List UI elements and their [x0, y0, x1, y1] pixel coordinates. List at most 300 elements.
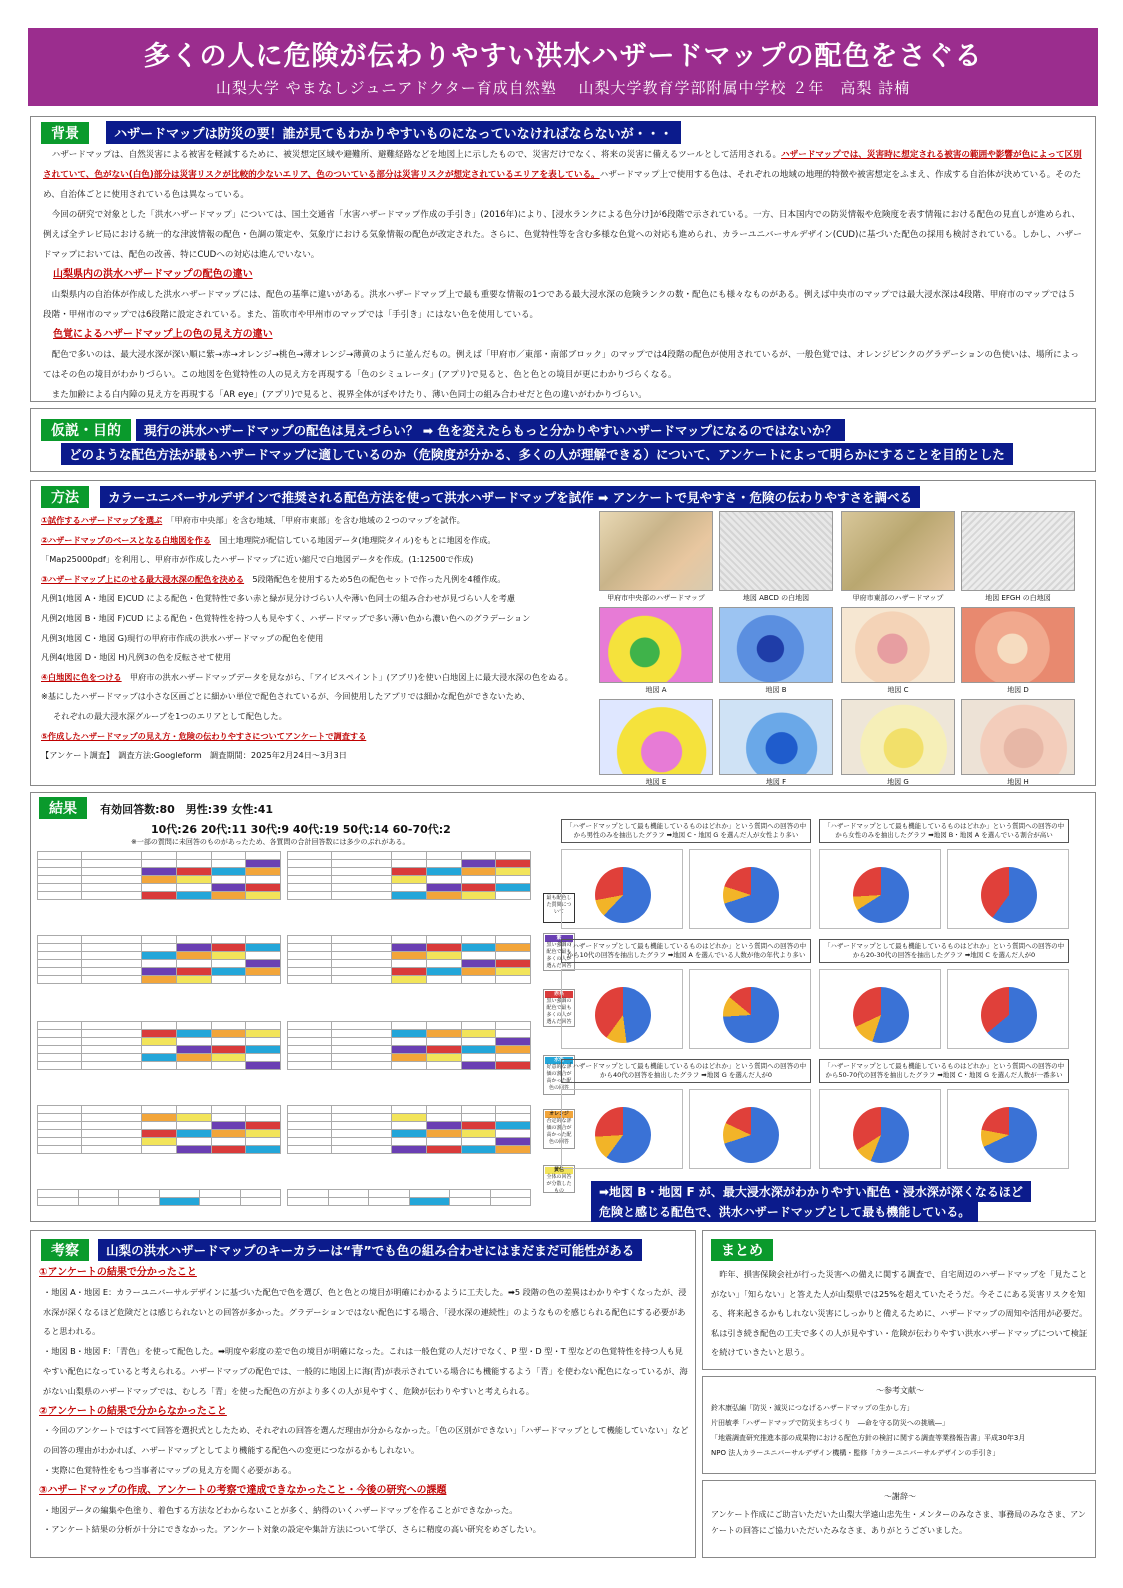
map-caption: 地図 F — [765, 778, 787, 786]
results-stats: 有効回答数:80 男性:39 女性:41 — [100, 803, 274, 816]
table-cell — [246, 1046, 281, 1054]
table-cell — [246, 976, 281, 984]
table-cell — [288, 944, 332, 952]
result-table-summary — [287, 1189, 531, 1206]
table-cell — [392, 1038, 427, 1046]
method-tag: 方法 — [41, 486, 89, 508]
table-cell — [392, 1106, 427, 1114]
table-cell — [246, 1138, 281, 1146]
table-cell — [142, 1054, 177, 1062]
table-cell — [332, 1122, 392, 1130]
table-cell — [82, 892, 142, 900]
map-caption: 地図 H — [1007, 778, 1029, 786]
table-cell — [426, 1054, 461, 1062]
table-cell — [176, 936, 211, 944]
table-cell — [496, 852, 531, 860]
method-step3-text: 5段階配色を使用するため5色の配色セットで作った凡例を4種作成。 — [252, 573, 506, 584]
table-cell — [426, 1022, 461, 1030]
table-cell — [176, 1122, 211, 1130]
table-cell — [246, 1114, 281, 1122]
discussion-p4: ・実際に色覚特性をもつ当事者にマップの見え方を聞く必要がある。 — [43, 1464, 297, 1475]
table-cell — [200, 1190, 241, 1198]
table-cell — [332, 1114, 392, 1122]
discussion-p3: ・今回のアンケートではすべて回答を選択式としたため、それぞれの回答を選んだ理由が分からなかった。「色の区別ができない」「ハザードマップとして機能していない」などの回答の理由がわかれば、ハザードマップとしてより機能する配色への変更につながるかもしれない。 — [43, 1425, 689, 1456]
table-cell — [426, 944, 461, 952]
table-cell — [450, 1190, 491, 1198]
table-cell — [392, 1030, 427, 1038]
table-cell — [496, 1130, 531, 1138]
table-cell — [246, 876, 281, 884]
table-cell — [496, 1138, 531, 1146]
table-cell — [461, 936, 496, 944]
result-table — [37, 851, 281, 900]
map-thumbnail — [599, 607, 713, 683]
table-cell — [288, 884, 332, 892]
table-cell — [38, 1122, 82, 1130]
table-cell — [246, 1062, 281, 1070]
table-cell — [461, 1122, 496, 1130]
method-lead: カラーユニバーサルデザインで推奨される配色方法を使って洪水ハザードマップを試作 ➡ アンケートで見やすさ・危険の伝わりやすさを調べる — [100, 486, 920, 508]
pie-question: 「ハザードマップとして最も機能しているものはどれか」という質問への回答の中から10代の回答を抽出したグラフ ➡地図 A を選んでいる人数が他の年代より多い — [561, 939, 811, 963]
table-cell — [82, 1130, 142, 1138]
table-cell — [211, 884, 246, 892]
table-cell — [426, 952, 461, 960]
table-cell — [82, 1030, 142, 1038]
legend-desc: 好意的な評価の割合が高かった配色の回答 — [546, 1064, 572, 1091]
table-cell — [142, 1138, 177, 1146]
summary-text: 昨年、損害保険会社が行った災害への備えに関する調査で、自宅周辺のハザードマップを「見たことがない」「知らない」と答えた人が山梨県では25%を超えていたそうだ。今そこにある災害リスクを知る、将来起きるかもしれない災害にしっかりと備えるために、ハザードマップの周知や活用が必要だ。私は引き続き配色の工夫で多くの人が見やすい・危険が伝わりやすい洪水ハザードマップについて検証を続けていきたいと思う。 — [711, 1269, 1088, 1357]
result-table — [287, 851, 531, 900]
table-cell — [119, 1190, 160, 1198]
table-cell — [211, 876, 246, 884]
table-cell — [82, 976, 142, 984]
pie-chart — [853, 987, 909, 1043]
table-cell — [496, 876, 531, 884]
table-cell — [461, 1106, 496, 1114]
table-cell — [142, 976, 177, 984]
discussion-section — [30, 1230, 696, 1558]
table-cell — [38, 868, 82, 876]
table-cell — [332, 884, 392, 892]
table-cell — [176, 1054, 211, 1062]
method-step2-b: 「Map25000pdf」を利用し、甲府市が作成したハザードマップに近い縮尺で白地図データを作成。(1:12500で作成) — [41, 554, 474, 565]
pie-chart — [853, 867, 909, 923]
table-cell — [38, 876, 82, 884]
table-cell — [461, 1146, 496, 1154]
table-cell — [246, 868, 281, 876]
discussion-tag: 考察 — [41, 1239, 89, 1261]
table-cell — [38, 960, 82, 968]
table-cell — [82, 952, 142, 960]
table-cell — [38, 1130, 82, 1138]
table-cell — [426, 936, 461, 944]
poster-subtitle: 山梨大学 やまなしジュニアドクター育成自然塾 山梨大学教育学部附属中学校 ２年 高梨 詩楠 — [215, 79, 911, 97]
table-cell — [176, 1046, 211, 1054]
table-cell — [176, 944, 211, 952]
table-cell — [496, 1046, 531, 1054]
table-cell — [288, 1054, 332, 1062]
result-table — [37, 1021, 281, 1070]
table-cell — [82, 1122, 142, 1130]
table-cell — [38, 936, 82, 944]
table-cell — [246, 960, 281, 968]
table-cell — [461, 1114, 496, 1122]
method-section — [30, 480, 1096, 786]
legend-desc: 否定的な評価の割合が高かった配色の回答 — [546, 1118, 572, 1145]
background-p1-red: ハザードマップでは、災害時に想定される被害の範囲や影響が色によって区別されていて、色がない(白色)部分は災害リスクが比較的少ないエリア、色のついている部分は災害リスクが想定されているエリアを表している。 — [43, 150, 1082, 180]
map-thumbnail — [961, 511, 1075, 591]
table-cell — [332, 852, 392, 860]
table-cell — [426, 1114, 461, 1122]
table-cell — [176, 876, 211, 884]
pie-chart — [723, 987, 779, 1043]
table-cell — [246, 1022, 281, 1030]
table-cell — [288, 868, 332, 876]
reference-item: 片田敏孝「ハザードマップで防災まちづくり ―命を守る防災への挑戦―」 — [711, 1419, 949, 1427]
table-cell — [211, 1130, 246, 1138]
map-thumbnail — [961, 607, 1075, 683]
table-cell — [461, 1062, 496, 1070]
table-cell — [392, 876, 427, 884]
table-cell — [142, 876, 177, 884]
pie-question: 「ハザードマップとして最も機能しているものはどれか」という質問への回答の中から女性のみを抽出したグラフ ➡地図 B・地図 A を選んでいる割合が高い — [819, 819, 1069, 843]
table-cell — [392, 1114, 427, 1122]
table-cell — [176, 952, 211, 960]
table-cell — [82, 1054, 142, 1062]
table-cell — [426, 1038, 461, 1046]
table-cell — [332, 968, 392, 976]
table-cell — [246, 852, 281, 860]
table-cell — [392, 1046, 427, 1054]
method-survey: 【アンケート調査】 調査方法:Googleform 調査期間：2025年2月24日～3月3日 — [41, 750, 347, 761]
table-cell — [246, 944, 281, 952]
hypothesis-line1: 現行の洪水ハザードマップの配色は見えづらい？ ➡ 色を変えたらもっと分かりやすいハザードマップになるのではないか？ — [136, 419, 845, 441]
table-cell — [82, 860, 142, 868]
table-cell — [82, 1106, 142, 1114]
table-cell — [176, 1130, 211, 1138]
table-cell — [38, 1198, 79, 1206]
references-title: ～参考文献～ — [876, 1386, 924, 1395]
legend-label: 黄色 — [545, 1167, 573, 1174]
table-cell — [288, 1062, 332, 1070]
map-caption: 甲府市中央部のハザードマップ — [607, 594, 705, 602]
table-cell — [211, 1138, 246, 1146]
table-cell — [82, 876, 142, 884]
table-cell — [176, 1062, 211, 1070]
table-cell — [176, 1038, 211, 1046]
table-cell — [392, 1138, 427, 1146]
table-cell — [426, 892, 461, 900]
table-cell — [496, 884, 531, 892]
table-cell — [392, 1062, 427, 1070]
table-cell — [392, 952, 427, 960]
table-cell — [496, 892, 531, 900]
table-cell — [246, 1038, 281, 1046]
table-cell — [142, 884, 177, 892]
table-cell — [142, 960, 177, 968]
table-cell — [461, 1038, 496, 1046]
map-caption: 地図 D — [1007, 686, 1029, 694]
table-cell — [496, 976, 531, 984]
poster-title: 多くの人に危険が伝わりやすい洪水ハザードマップの配色をさぐる — [143, 41, 983, 72]
table-cell — [142, 1030, 177, 1038]
method-step2: ②ハザードマップのベースとなる白地図を作る — [41, 534, 211, 545]
table-cell — [288, 1190, 329, 1198]
table-cell — [288, 976, 332, 984]
map-thumbnail — [961, 699, 1075, 775]
table-cell — [426, 860, 461, 868]
table-cell — [211, 868, 246, 876]
result-table — [37, 1105, 281, 1154]
table-cell — [288, 1130, 332, 1138]
table-cell — [288, 1198, 329, 1206]
legend-desc: 全体の回答が分散したもの — [546, 1174, 572, 1194]
table-cell — [78, 1198, 119, 1206]
table-cell — [38, 1114, 82, 1122]
table-cell — [246, 968, 281, 976]
results-conclusion-2: 危険と感じる配色で、洪水ハザードマップとして最も機能している。 — [591, 1201, 978, 1222]
table-cell — [211, 892, 246, 900]
reference-item: 「地震調査研究推進本部の成果物における配色方針の検討に関する調査等業務報告書」平成30年3月 — [711, 1434, 1026, 1442]
table-cell — [38, 1054, 82, 1062]
table-cell — [211, 1146, 246, 1154]
table-cell — [288, 1114, 332, 1122]
map-caption: 地図 C — [887, 686, 909, 694]
table-cell — [461, 1030, 496, 1038]
table-cell — [288, 1106, 332, 1114]
table-cell — [142, 1114, 177, 1122]
results-section — [30, 792, 1096, 1222]
table-cell — [392, 1022, 427, 1030]
table-cell — [426, 876, 461, 884]
pie-chart — [595, 987, 651, 1043]
map-thumbnail — [599, 699, 713, 775]
table-cell — [332, 960, 392, 968]
table-cell — [176, 1022, 211, 1030]
table-cell — [246, 952, 281, 960]
result-table — [287, 1105, 531, 1154]
reference-item: NPO 法人カラーユニバーサルデザイン機構・監修「カラーユニバーサルデザインの手引き」 — [711, 1449, 1000, 1457]
table-cell — [82, 1022, 142, 1030]
table-cell — [288, 1038, 332, 1046]
table-cell — [392, 884, 427, 892]
table-cell — [392, 1146, 427, 1154]
table-cell — [288, 1046, 332, 1054]
table-cell — [211, 1114, 246, 1122]
table-cell — [461, 960, 496, 968]
table-cell — [246, 860, 281, 868]
map-caption: 地図 G — [887, 778, 909, 786]
table-cell — [426, 1030, 461, 1038]
discussion-p6: ・アンケート結果の分析が十分にできなかった。アンケート対象の設定や集計方法について学び、さらに精度の高い研究をめざしたい。 — [43, 1524, 541, 1535]
table-cell — [142, 1106, 177, 1114]
table-cell — [496, 860, 531, 868]
result-table — [287, 935, 531, 984]
table-cell — [176, 1146, 211, 1154]
table-cell — [328, 1190, 369, 1198]
table-cell — [142, 868, 177, 876]
table-cell — [332, 944, 392, 952]
summary-tag: まとめ — [711, 1239, 773, 1261]
table-cell — [496, 1114, 531, 1122]
table-cell — [211, 952, 246, 960]
map-thumbnail — [719, 699, 833, 775]
table-cell — [496, 1146, 531, 1154]
background-p5: また加齢による白内障の見え方を再現する「AR eye」(アプリ)で見ると、視界全体がぼやけたり、薄い色同士の組み合わせだと色の違いがわかりづらい。 — [51, 390, 647, 400]
poster-header — [28, 28, 1098, 106]
table-cell — [38, 976, 82, 984]
table-cell — [176, 892, 211, 900]
table-cell — [369, 1190, 410, 1198]
table-cell — [211, 968, 246, 976]
table-cell — [288, 892, 332, 900]
table-cell — [496, 952, 531, 960]
table-cell — [176, 976, 211, 984]
pie-question: 「ハザードマップとして最も機能しているものはどれか」という質問への回答の中から40代の回答を抽出したグラフ ➡地図 G を選んだ人が0 — [561, 1059, 811, 1083]
table-cell — [461, 976, 496, 984]
result-table — [287, 1021, 531, 1070]
results-conclusion-1: ➡地図 B・地図 F が、最大浸水深がわかりやすい配色・浸水深が深くなるほど — [591, 1181, 1031, 1202]
map-caption: 甲府市東部のハザードマップ — [852, 594, 944, 602]
table-cell — [38, 944, 82, 952]
table-cell — [409, 1190, 450, 1198]
legend-label: 水色 — [545, 1057, 573, 1064]
table-cell — [211, 860, 246, 868]
table-cell — [246, 936, 281, 944]
table-cell — [82, 1138, 142, 1146]
table-cell — [211, 1046, 246, 1054]
table-cell — [38, 892, 82, 900]
legend-desc: 黒い強調の配色で最も多くの人が選んだ回答 — [546, 942, 572, 969]
table-cell — [496, 1122, 531, 1130]
table-cell — [142, 968, 177, 976]
results-tag: 結果 — [39, 797, 87, 819]
table-cell — [461, 1046, 496, 1054]
table-cell — [392, 936, 427, 944]
table-cell — [288, 1122, 332, 1130]
table-cell — [332, 860, 392, 868]
table-cell — [496, 1062, 531, 1070]
table-cell — [38, 952, 82, 960]
table-cell — [142, 852, 177, 860]
discussion-p2: ・地図 B・地図 F：「青色」を使って配色した。➡明度や彩度の差で色の境目が明確になった。これは一般色覚の人だけでなく、P 型・D 型・T 型などの色覚特性を持つ人も見やすい配色になっていると考えられる。ハザードマップの配色では、一般的に地図上に海(青)が表示されている場合にも機能するよう「青」を使わない配色になっているが、海がない山梨県のハザードマップでは、むしろ「青」を使った配色の方がより多くの人が見やすく、危険が伝わりやすいと考えられる。 — [43, 1346, 688, 1396]
table-cell — [450, 1198, 491, 1206]
table-cell — [496, 868, 531, 876]
table-cell — [82, 968, 142, 976]
result-table-summary — [37, 1189, 281, 1206]
table-cell — [392, 968, 427, 976]
table-cell — [392, 1122, 427, 1130]
table-cell — [461, 1130, 496, 1138]
table-cell — [426, 968, 461, 976]
table-cell — [392, 960, 427, 968]
table-cell — [332, 1062, 392, 1070]
pie-chart — [981, 1107, 1037, 1163]
method-step1: ①試作するハザードマップを選ぶ — [41, 515, 163, 525]
table-cell — [82, 960, 142, 968]
table-cell — [142, 1122, 177, 1130]
table-cell — [159, 1190, 200, 1198]
table-cell — [426, 1122, 461, 1130]
table-cell — [38, 1062, 82, 1070]
table-cell — [496, 1022, 531, 1030]
table-cell — [426, 976, 461, 984]
table-cell — [426, 1046, 461, 1054]
table-cell — [392, 868, 427, 876]
table-cell — [332, 976, 392, 984]
table-cell — [142, 1038, 177, 1046]
table-cell — [38, 1106, 82, 1114]
table-cell — [461, 892, 496, 900]
map-thumbnail — [599, 511, 713, 591]
table-cell — [426, 1106, 461, 1114]
table-cell — [211, 852, 246, 860]
table-cell — [176, 968, 211, 976]
pie-chart — [595, 1107, 651, 1163]
table-cell — [392, 1130, 427, 1138]
table-cell — [288, 1022, 332, 1030]
table-cell — [176, 860, 211, 868]
table-cell — [82, 1046, 142, 1054]
table-cell — [496, 968, 531, 976]
table-cell — [38, 852, 82, 860]
table-cell — [82, 944, 142, 952]
legend-label: 紫 — [545, 935, 573, 942]
table-cell — [246, 1146, 281, 1154]
discussion-h3: ③ハザードマップの作成、アンケートの考察で達成できなかったこと・今後の研究への課題 — [39, 1484, 447, 1496]
table-cell — [392, 976, 427, 984]
table-cell — [142, 1130, 177, 1138]
table-cell — [288, 852, 332, 860]
table-cell — [392, 944, 427, 952]
table-cell — [461, 876, 496, 884]
table-cell — [246, 1122, 281, 1130]
table-cell — [332, 1030, 392, 1038]
table-cell — [211, 1038, 246, 1046]
table-cell — [176, 1138, 211, 1146]
table-cell — [490, 1198, 531, 1206]
table-cell — [461, 968, 496, 976]
map-caption: 地図 B — [765, 686, 787, 694]
table-cell — [176, 868, 211, 876]
map-thumbnail — [841, 607, 955, 683]
table-cell — [176, 1106, 211, 1114]
table-cell — [142, 860, 177, 868]
table-cell — [426, 1130, 461, 1138]
method-example3: 凡例3(地図 C・地図 G)現行の甲府市作成の洪水ハザードマップの配色を使用 — [41, 632, 324, 643]
table-cell — [176, 1030, 211, 1038]
background-p1-tail: ハザードマップ上で使用する色は、それぞれの地域の地理的特徴や被害想定をふまえ、作成する自治体が決めている。そのため、自治体ごとに使用されている色は異なっている。 — [43, 170, 1082, 200]
table-cell — [38, 1030, 82, 1038]
table-cell — [496, 1038, 531, 1046]
pie-chart — [723, 1107, 779, 1163]
table-cell — [288, 876, 332, 884]
table-cell — [38, 968, 82, 976]
table-cell — [332, 868, 392, 876]
discussion-h2: ②アンケートの結果で分からなかったこと — [39, 1405, 227, 1417]
pie-chart — [981, 867, 1037, 923]
table-cell — [496, 936, 531, 944]
table-cell — [332, 1022, 392, 1030]
table-cell — [246, 1106, 281, 1114]
table-cell — [288, 960, 332, 968]
hypothesis-section — [30, 408, 1096, 472]
table-cell — [288, 936, 332, 944]
table-cell — [288, 968, 332, 976]
table-cell — [82, 852, 142, 860]
table-cell — [392, 1054, 427, 1062]
table-cell — [332, 1130, 392, 1138]
